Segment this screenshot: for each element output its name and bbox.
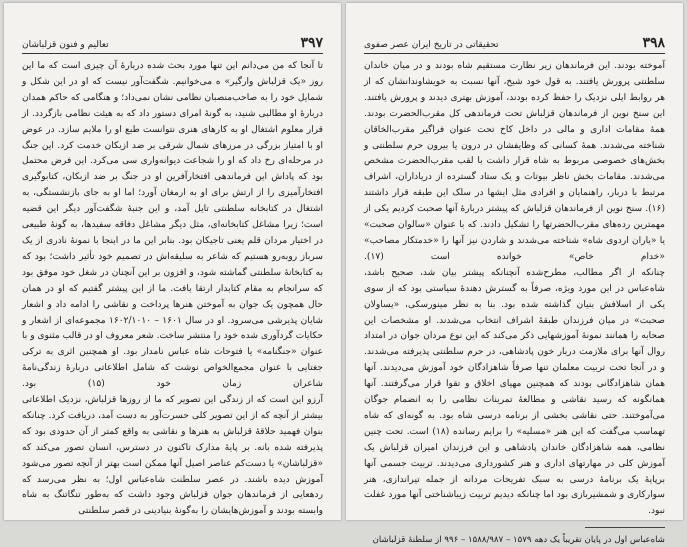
paragraph: چنانکه از اگر مطالب، مطرح‌شده آنچنانکه پیشتر بیان شد، صحیح باشد، شاه‌عباس در این مورد ویژه، صرفاً به گسترش دهندهٔ سیاستی بود که از سوی یکی از اسلافش بنیان گذاشته شده بود. بنا به نظر مینورسکی، «یساولان صحبت» در میان فرزندان طبقهٔ اشراف انتخاب می‌شدند. او مشخصات این صحابه را همانند نمونهٔ آموزشهایی ذکر می‌کند که این نوع مردان جوان در امتداد روال آنها برای ملازمت دربار خون پادشاهی، در حرم سلطنتی پذیرفته می‌شدند. و در آنجا تحت تربیت معلمان تنها صرفاً شاهزادگان خود آموزش می‌دیدند. آنها همان شاهزادگانی بودند که همچنین مهیای اخلاق و تقوا قرار می‌گرفتند. آنها همانگونه که رسید نقاشی و مطالعهٔ تمرینات نظامی را به انضمام جوگان می‌آموختند. حتی نقاشی بخشی از برنامه درسی شاه بود. به گونه‌ای که شاه تهماسب می‌گفت که این هنر «مسلیه» را برایم رسانده (۱۸) است. تحت چنین نظامی، همه شاهزادگان خاندان پادشاهی و این فرزندان امیران قزلباش یک آموزش کلی در مهارتهای اداری و هنر کشورداری می‌دیدند. تربیت جسمی آنها برپایهٔ یک برنامهٔ درسی به سبک تفریحات مردانه از جمله تیراندازی، هنر سوارکاری و شمشیربازی بود اما چنانکه دیدیم تربیت زیباشناختی آنها مورد غفلت نبود. (364, 267, 665, 517)
right-page (346, 3, 683, 546)
running-title: تحقیقاتی در تاریخ ایران عصر صفوی (364, 40, 499, 50)
left-page (4, 3, 341, 520)
paragraph: تا آنجا که من می‌دانم این تنها مورد بحث شده دربارهٔ آن چیزی است که ما این روز «یک قزلباش وارگیر» ه می‌خوانیم. شگفت‌آور نیست که او در این شکل و شمایل خود را به صاحب‌منصبان نظامی نشان نمی‌داد؛ و هنگامی که حاکم همدان دربارهٔ او مطالبی شنید، به گونهٔ امرای دستور داد که به هیئت نظامی بازگردد. از قرار معلوم اشتغال او به کارهای هنری نتوانست طبع او را ملایم سازد. در عوض او با امتیاز بزرگی در مرزهای شمال شرقی بر ضد ازبکان خدمت کرد. این جنگ در مرحله‌ای رخ داد که او را شجاعت دیوانه‌واری سی می‌کرد. این فرض محتمل بود که پاداش این فرماندهی افتخارآفرین او در جنگ بر ضد ازبکان، کتابوگیری افتخارآمیزی را از ارتش برای او به ارمغان آورد؛ اما او به جای بازنشستگی، به اشتغال در کتابخانه سلطنتی تایل آمد، و این جنبهٔ شگفت‌آور دیگر این قضیه است؛ زیرا مشاغل کتابخانه‌ای، مثل دیگر مشاغل دفاقه سفیدها، به گونهٔ طبیعی در اختیار مردان قلم یعنی تاجیکان بود. بنابر این ما در اینجا با نمونهٔ نادری از یک سرباز روبه‌رو هستیم که شاعر به سلیقه‌اش در تصمیم خود تأثیر داشت؛ بود که به کتابخانهٔ سلطنتی گماشته شود، و افزون بر این آنچنان در شغل خود موفق بود که سرانجام به مقام کتابدار ارتقا یافت. ما از این پیشتر گفتیم که او در همان حال همچون یک جوان به آموختن هنرها پرداخت و نقاشی را ادامه داد و اشعار شایان پذیرشی می‌سرود. او در سال ۱۶۰۱ – ۱۶۰۲/۱۰۱۰ مجموعه‌ای از اشعار و حکایات گردآوری شده خود را منتشر ساخت. شعر معروف او در قالب مثنوی و با عنوان «جنگنامه» یا فتوحات شاه عباس نامدار بود. او همچنین اثری به ترکی جغتایی با عنوان مجمع‌الخواص نوشت که شامل اطلاعاتی دربارهٔ زندگی‌نامهٔ شاعران زمان خود (۱۵) بود. (22, 61, 324, 390)
footnote-divider (585, 527, 665, 528)
page-number: ۳۹۷ (300, 35, 323, 51)
page-body (22, 59, 324, 517)
page-body (364, 59, 665, 546)
page-number: ۳۹۸ (642, 35, 665, 51)
paragraph: آرزو این است که از زندگی این تصویر که ما از روزها قزلباش، نزدیک اطلاعاتی بیشتر از آنچه که از این تصویر کلی حسرت‌آور به دست آمد، دریافت کرد. چنانکه بنوان فهمید حلاقهٔ قزلباش به هنرها و نقاشی به واقع کمتر از آن حدودی بود که پذیرفته شده بانه. بر پایهٔ مدارک تاکنون در دسترس، انسان تصور می‌کند که «قزلباشان» یا دست‌کم عناصر اصیل آنها ممکن است بهتر از آنچه تصور می‌شود آموزش دیده باشند. در عصر سلطنت شاه‌عباس اول؛ به نظر می‌رسد که ردهعایی از فرماندهان جوان قزلباش وجود داشت که به‌طور تنگاتنگ به شاه وابسته بودند و آموزش‌هایشان را به‌گونهٔ بنیادینی در قصر سلطنتی (22, 395, 323, 517)
paragraph: آموخته بودند. این فرماندهان زیر نظارت مستقیم شاه بودند و در میان خاندان سلطنتی پرورش یافتند. به قول خود شیخ، آنها نسبت به خویشاوندانشان که از هر روابط ایلی نزدیک را حفظ کرده بودند، آموزش بهتری دیدند و پرورش یافتند. این سنخ نوین از فرماندهان قزلباش تحت فرماندهی کل مقرب‌الحضرت بودند. همهٔ مقامات اداری و مالی در داخل کاخ تحت عنوان فراگیر مقرب‌الخاقان شناخته می‌شدند. همهٔ کسانی که وظایفشان در درون یا بیرون حرم سلطنتی و بخش‌های خصوصی مربوط به شاه قرار داشت با لقب مقرب‌الحضرت مشخص می‌شدند. مقامات بخش ناظر بیوتات و یک ستاد گسترده از دریاداران، اشراف مرتبط با دربار، راهنمایان و افرادی مثل ایشها در سلک این طبقه قرار داشتند (۱۶). سنخ نوین از فرماندهان قزلباش که پیشتر دربارهٔ آنها صحبت کردیم یکی از مهمترین رده‌های مقرب‌الحضرتها را تشکیل دادند. که با عنوان «سالوان صحبت» یا «یاران اردوی شاه» شناخته می‌شدند و شاردن نیز آنها را «خدمتکار مصاحب» «خدام خاص» خوانده است (۱۷). (364, 61, 665, 262)
page-header (364, 31, 665, 54)
running-title: تعالیم و فنون قزلباشان (22, 40, 109, 50)
page-header (22, 31, 323, 54)
footnote: شاه‌عباس اول در پایان تقریباً یک دهه ۱۵۷۹ – ۱۵۸۸/۹۸۷ – ۹۹۶ از سلطنهٔ قزلباشان (372, 535, 665, 546)
